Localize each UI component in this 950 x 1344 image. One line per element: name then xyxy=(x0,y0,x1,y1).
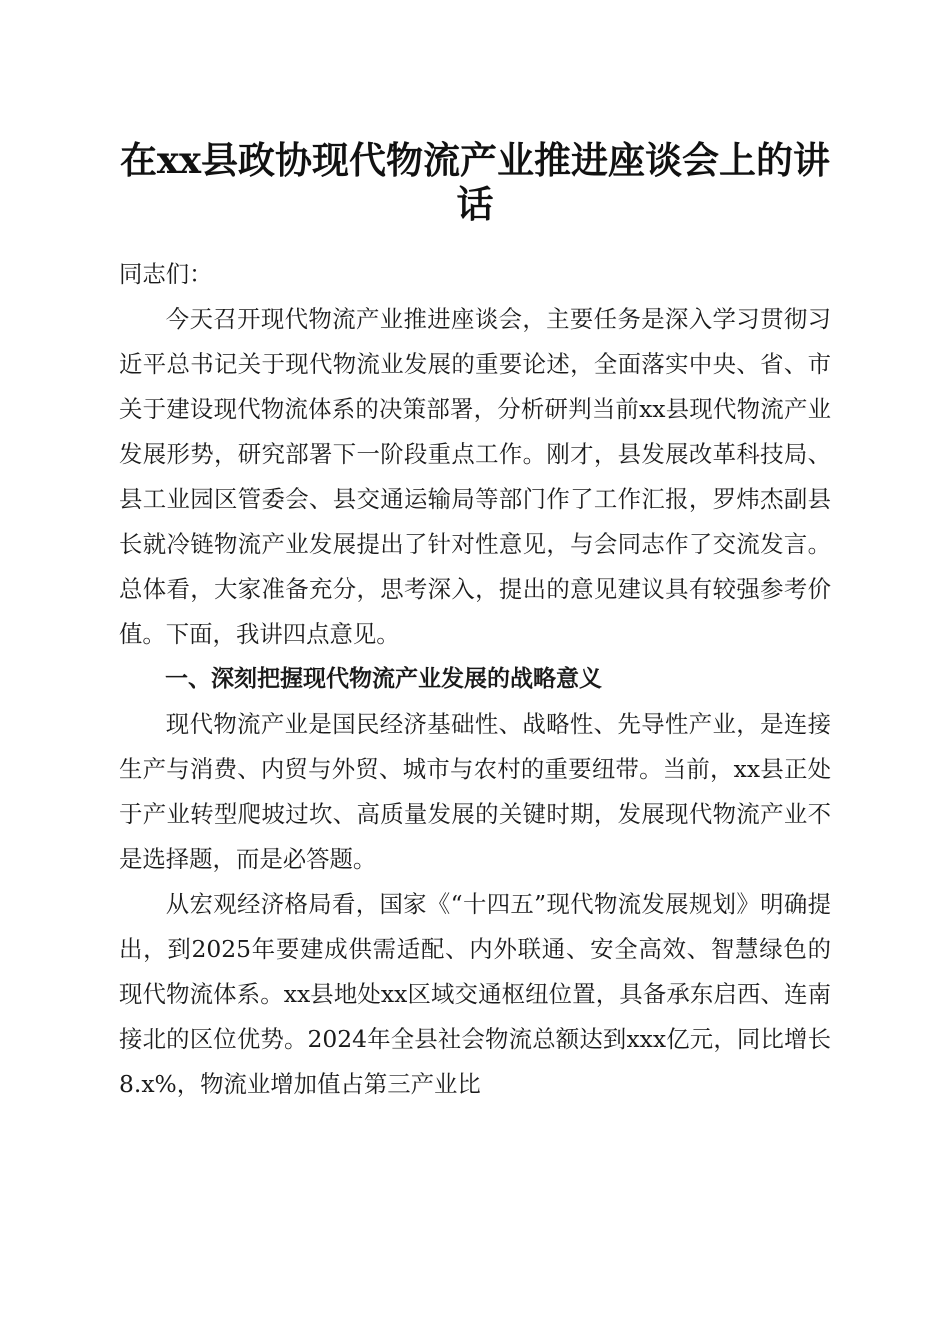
document-title: 在xx县政协现代物流产业推进座谈会上的讲话 xyxy=(119,138,831,226)
intro-paragraph: 今天召开现代物流产业推进座谈会，主要任务是深入学习贯彻习近平总书记关于现代物流业发展的重要论述，全面落实中央、省、市关于建设现代物流体系的决策部署，分析研判当前xx县现代物流产业发展形势，研究部署下一阶段重点工作。刚才，县发展改革科技局、县工业园区管委会、县交通运输局等部门作了工作汇报，罗炜杰副县长就冷链物流产业发展提出了针对性意见，与会同志作了交流发言。总体看，大家准备充分，思考深入，提出的意见建议具有较强参考价值。下面，我讲四点意见。 xyxy=(119,305,831,648)
document-body xyxy=(119,252,831,1107)
section-heading: 一、深刻把握现代物流产业发展的战略意义 xyxy=(165,666,602,692)
section-paragraph: 从宏观经济格局看，国家《“十四五”现代物流发展规划》明确提出，到2025年要建成供需适配、内外联通、安全高效、智慧绿色的现代物流体系。xx县地处xx区域交通枢纽位置，具备承东启西、连南接北的区位优势。2024年全县社会物流总额达到xxx亿元，同比增长8.x%，物流业增加值占第三产业比 xyxy=(119,890,831,1098)
salutation: 同志们： xyxy=(119,260,213,288)
section-paragraph: 现代物流产业是国民经济基础性、战略性、先导性产业，是连接生产与消费、内贸与外贸、城市与农村的重要纽带。当前，xx县正处于产业转型爬坡过坎、高质量发展的关键时期，发展现代物流产业不是选择题，而是必答题。 xyxy=(119,710,831,873)
